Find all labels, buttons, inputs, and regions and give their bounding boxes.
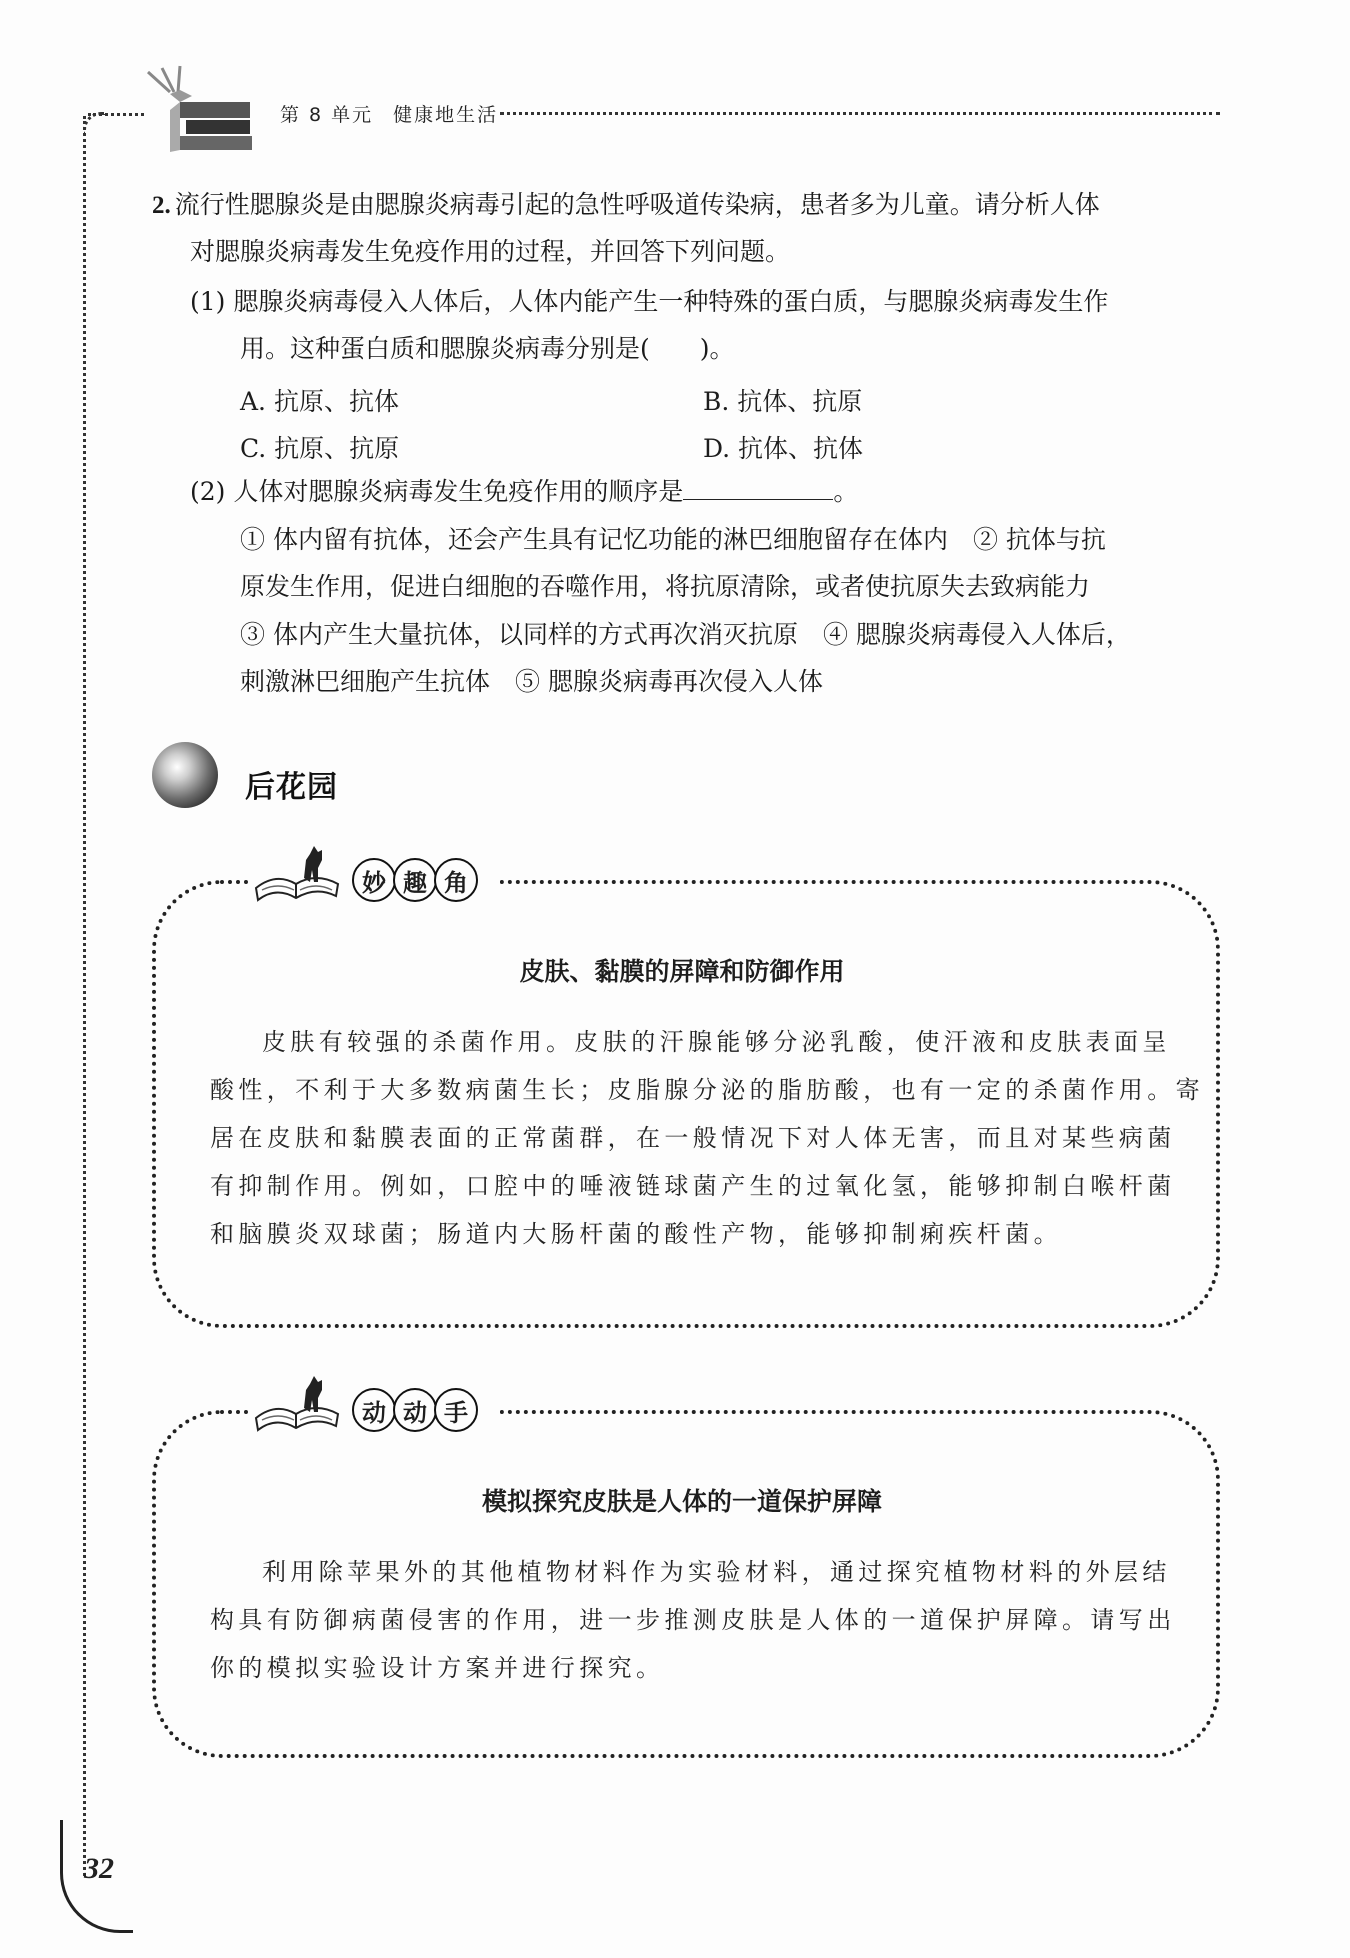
part2-line-4: 刺激淋巴细胞产生抗体 ⑤ 腮腺炎病毒再次侵入人体 [240,667,823,696]
header-dotted-rule-right [500,112,1220,115]
margin-dotted-line [83,116,86,1876]
tag-char: 动 [352,1388,396,1432]
tag-char: 手 [434,1388,478,1432]
running-header [280,100,498,127]
question-intro-line-1: 2. 流行性腮腺炎是由腮腺炎病毒引起的急性呼吸道传染病，患者多为儿童。请分析人体 [152,190,1100,219]
fun-corner-line-1: 皮肤有较强的杀菌作用。皮肤的汗腺能够分泌乳酸，使汗液和皮肤表面呈 [262,1028,1171,1056]
hands-on-line-1: 利用除苹果外的其他植物材料作为实验材料，通过探究植物材料的外层结 [262,1558,1171,1586]
section-title: 后花园 [245,770,338,805]
tag-char: 妙 [352,858,396,902]
part2-line-1: ① 体内留有抗体，还会产生具有记忆功能的淋巴细胞留存在体内 ② 抗体与抗 [240,525,1106,554]
part1-line-2: 用。这种蛋白质和腮腺炎病毒分别是( )。 [240,334,735,363]
part2-prompt: (2) 人体对腮腺炎病毒发生免疫作用的顺序是 。 [190,477,859,506]
hands-on-tag [352,1388,475,1432]
part2-line-2: 原发生作用，促进白细胞的吞噬作用，将抗原清除，或者使抗原失去致病能力 [240,572,1091,601]
option-a: A. 抗原、抗体 [240,387,399,416]
section-ball-icon [152,742,218,808]
unit-title: 健康地生活 [393,104,499,126]
question-number: 2. [152,192,171,219]
fun-corner-line-4: 有抑制作用。例如，口腔中的唾液链球菌产生的过氧化氢，能够抑制白喉杆菌 [210,1172,1176,1200]
part1-line-1: (1) 腮腺炎病毒侵入人体后，人体内能产生一种特殊的蛋白质，与腮腺炎病毒发生作 [190,287,1109,316]
book-dog-icon [252,1368,342,1434]
hands-on-line-3: 你的模拟实验设计方案并进行探究。 [210,1654,665,1682]
question-intro-line-2: 对腮腺炎病毒发生免疫作用的过程，并回答下列问题。 [190,237,791,266]
hands-on-title: 模拟探究皮肤是人体的一道保护屏障 [481,1487,882,1516]
fun-corner-line-2: 酸性，不利于大多数病菌生长；皮脂腺分泌的脂肪酸，也有一定的杀菌作用。寄 [210,1076,1204,1104]
option-b: B. 抗体、抗原 [703,387,863,416]
fun-corner-line-3: 居在皮肤和黏膜表面的正常菌群，在一般情况下对人体无害，而且对某些病菌 [210,1124,1176,1152]
tag-char: 趣 [393,858,437,902]
book-dog-icon [252,838,342,904]
answer-blank[interactable] [683,477,833,500]
option-c: C. 抗原、抗原 [240,434,400,463]
page-number: 32 [84,1852,114,1885]
fun-corner-tag [352,858,475,902]
hands-on-line-2: 构具有防御病菌侵害的作用，进一步推测皮肤是人体的一道保护屏障。请写出 [210,1606,1176,1634]
books-decoration-icon [140,62,260,162]
margin-corner [83,112,106,135]
part2-line-3: ③ 体内产生大量抗体，以同样的方式再次消灭抗原 ④ 腮腺炎病毒侵入人体后， [240,620,1131,649]
tag-char: 角 [434,858,478,902]
option-d: D. 抗体、抗体 [703,434,864,463]
fun-corner-line-5: 和脑膜炎双球菌；肠道内大肠杆菌的酸性产物，能够抑制痢疾杆菌。 [210,1220,1062,1248]
tag-char: 动 [393,1388,437,1432]
unit-label: 第 8 单元 [280,104,374,126]
fun-corner-title: 皮肤、黏膜的屏障和防御作用 [519,957,845,986]
